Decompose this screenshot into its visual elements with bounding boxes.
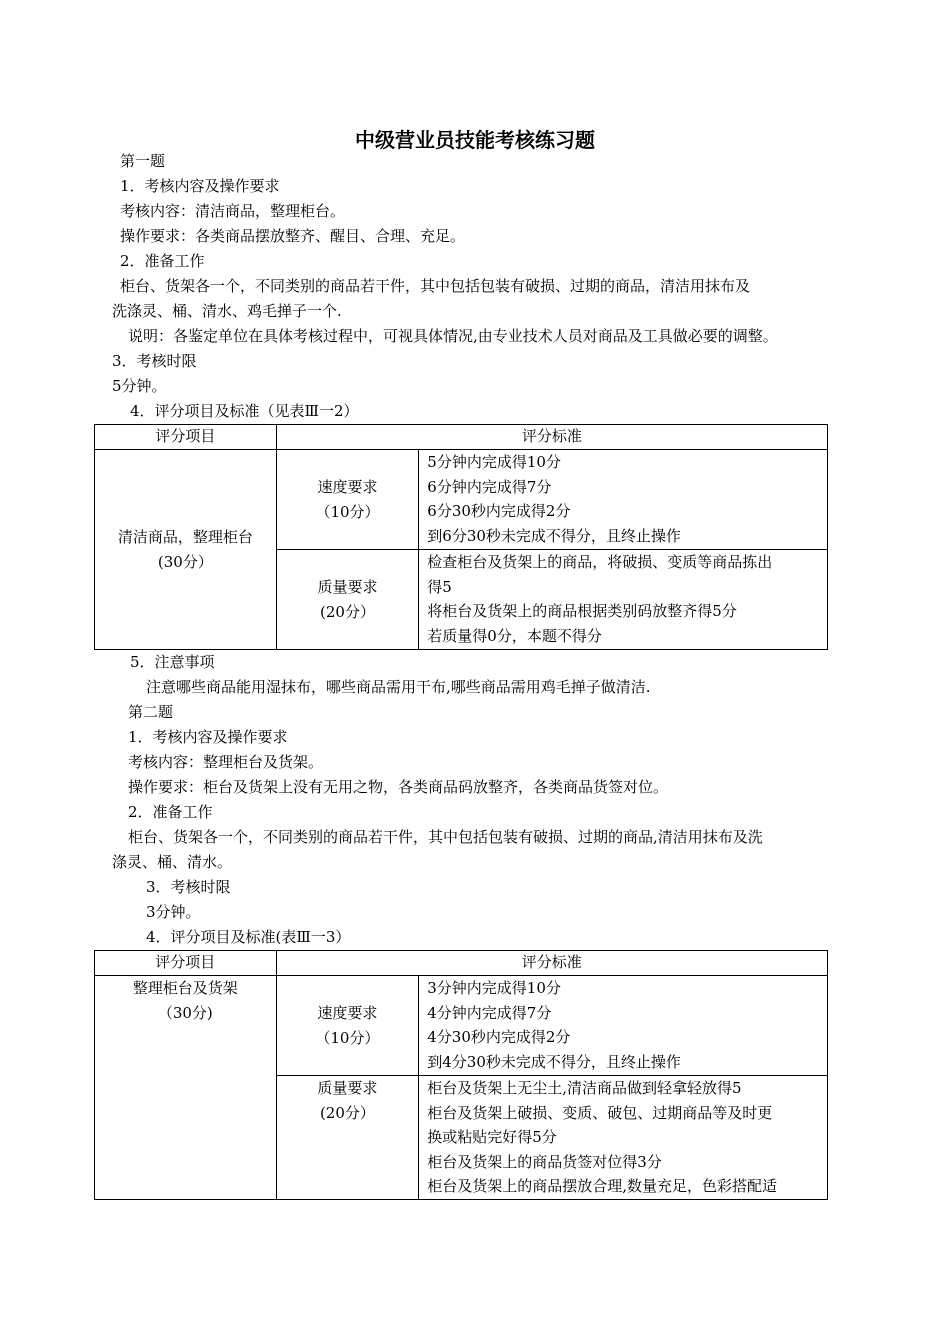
section1-prep-line2: 洗涤灵、桶、清水、鸡毛掸子一个. <box>112 302 342 320</box>
section1-time: 5分钟。 <box>112 377 167 395</box>
table1-speed-points: （10分） <box>315 502 380 521</box>
section1-note: 说明：各鉴定单位在具体考核过程中，可视具体情况,由专业技术人员对商品及工具做必要的调整。 <box>128 327 778 345</box>
table2-header-standard: 评分标准 <box>276 951 827 976</box>
section1-heading: 第一题 <box>120 152 166 170</box>
table1-speed-rules <box>419 450 828 550</box>
section2-prep-line2: 涤灵、桶、清水。 <box>112 853 233 871</box>
table1-speed-label: 速度要求 <box>317 477 378 496</box>
table1-header-item: 评分项目 <box>95 425 277 450</box>
table1-speed-cell <box>276 450 419 550</box>
table1-quality-rule: 将柜台及货架上的商品根据类别码放整齐得5分 <box>427 602 737 621</box>
table2-quality-rule: 柜台及货架上无尘土,清洁商品做到轻拿轻放得5 <box>427 1079 742 1097</box>
table2-item-points: （30分) <box>157 1003 213 1022</box>
table2-header-item: 评分项目 <box>95 951 277 976</box>
section1-item2-title: 2．准备工作 <box>120 252 205 270</box>
table2-item-cell <box>95 976 277 1200</box>
table2-speed-rules <box>419 976 828 1076</box>
section1-requirement: 操作要求：各类商品摆放整齐、醒目、合理、充足。 <box>120 227 466 245</box>
table1-speed-rule: 6分30秒内完成得2分 <box>427 502 571 521</box>
section2-requirement: 操作要求：柜台及货架上没有无用之物，各类商品码放整齐，各类商品货签对位。 <box>128 778 669 796</box>
table1-quality-rule: 检查柜台及货架上的商品，将破损、变质等商品拣出 <box>427 553 773 571</box>
section2-item2-title: 2．准备工作 <box>128 803 213 821</box>
section2-item1-title: 1．考核内容及操作要求 <box>128 728 288 746</box>
table1-speed-rule: 6分钟内完成得7分 <box>427 477 552 496</box>
section1-item1-title: 1．考核内容及操作要求 <box>120 177 280 195</box>
table2-quality-cell <box>276 1076 419 1200</box>
table1-header-standard: 评分标准 <box>276 425 827 450</box>
section2-content: 考核内容：整理柜台及货架。 <box>128 753 324 771</box>
section1-prep-line1: 柜台、货架各一个，不同类别的商品若干件，其中包括包装有破损、过期的商品，清洁用抹布及 <box>120 277 751 295</box>
table2-item-name: 整理柜台及货架 <box>132 979 238 997</box>
score-table-1 <box>94 424 828 650</box>
section2-item4-title: 4．评分项目及标准(表Ⅲ一3） <box>146 928 351 946</box>
table2-speed-rule: 到4分30秒未完成不得分，且终止操作 <box>427 1052 681 1071</box>
section2-time: 3分钟。 <box>146 903 201 921</box>
table2-quality-label: 质量要求 <box>317 1079 378 1097</box>
table1-quality-label: 质量要求 <box>317 577 378 596</box>
table2-quality-rule: 柜台及货架上的商品摆放合理,数量充足，色彩搭配适 <box>427 1177 778 1196</box>
table1-speed-rule: 到6分30秒未完成不得分，且终止操作 <box>427 526 681 545</box>
table1-speed-rule: 5分钟内完成得10分 <box>427 453 561 471</box>
section2-prep-line1: 柜台、货架各一个，不同类别的商品若干件，其中包括包装有破损、过期的商品,清洁用抹布及洗 <box>128 828 763 846</box>
table2-speed-cell <box>276 976 419 1076</box>
table2-speed-rule: 4分30秒内完成得2分 <box>427 1028 571 1047</box>
table2-quality-rule: 柜台及货架上的商品货签对位得3分 <box>427 1152 662 1171</box>
table1-quality-rule: 若质量得0分，本题不得分 <box>427 626 602 645</box>
table2-quality-rules <box>419 1076 828 1200</box>
section1-item5-title: 5．注意事项 <box>130 653 215 671</box>
table1-quality-cell <box>276 550 419 650</box>
score-table-2 <box>94 950 828 1200</box>
section1-content: 考核内容：清洁商品，整理柜台。 <box>120 202 346 220</box>
table1-item-name: 清洁商品，整理柜台 <box>117 527 253 546</box>
table1-item-points: (30分） <box>157 552 213 571</box>
section2-heading: 第二题 <box>128 703 174 721</box>
table1-quality-rule: 得5 <box>427 577 452 596</box>
section1-caution: 注意哪些商品能用湿抹布，哪些商品需用干布,哪些商品需用鸡毛掸子做清洁. <box>146 678 651 696</box>
table2-quality-points: (20分） <box>319 1103 375 1122</box>
table2-speed-points: （10分） <box>315 1028 380 1047</box>
table1-quality-points: (20分） <box>320 602 375 621</box>
table2-quality-rule: 换或粘贴完好得5分 <box>427 1128 557 1147</box>
table2-speed-rule: 4分钟内完成得7分 <box>427 1003 552 1022</box>
table2-speed-label: 速度要求 <box>317 1003 378 1022</box>
section1-item3-title: 3．考核时限 <box>112 352 197 370</box>
table2-quality-rule: 柜台及货架上破损、变质、破包、过期商品等及时更 <box>427 1103 773 1122</box>
page-title: 中级营业员技能考核练习题 <box>355 128 595 152</box>
table1-item-cell <box>95 450 277 650</box>
table2-speed-rule: 3分钟内完成得10分 <box>427 979 561 997</box>
section2-item3-title: 3．考核时限 <box>146 878 231 896</box>
section1-item4-title: 4．评分项目及标准（见表Ⅲ一2） <box>130 402 359 420</box>
table1-quality-rules <box>419 550 828 650</box>
